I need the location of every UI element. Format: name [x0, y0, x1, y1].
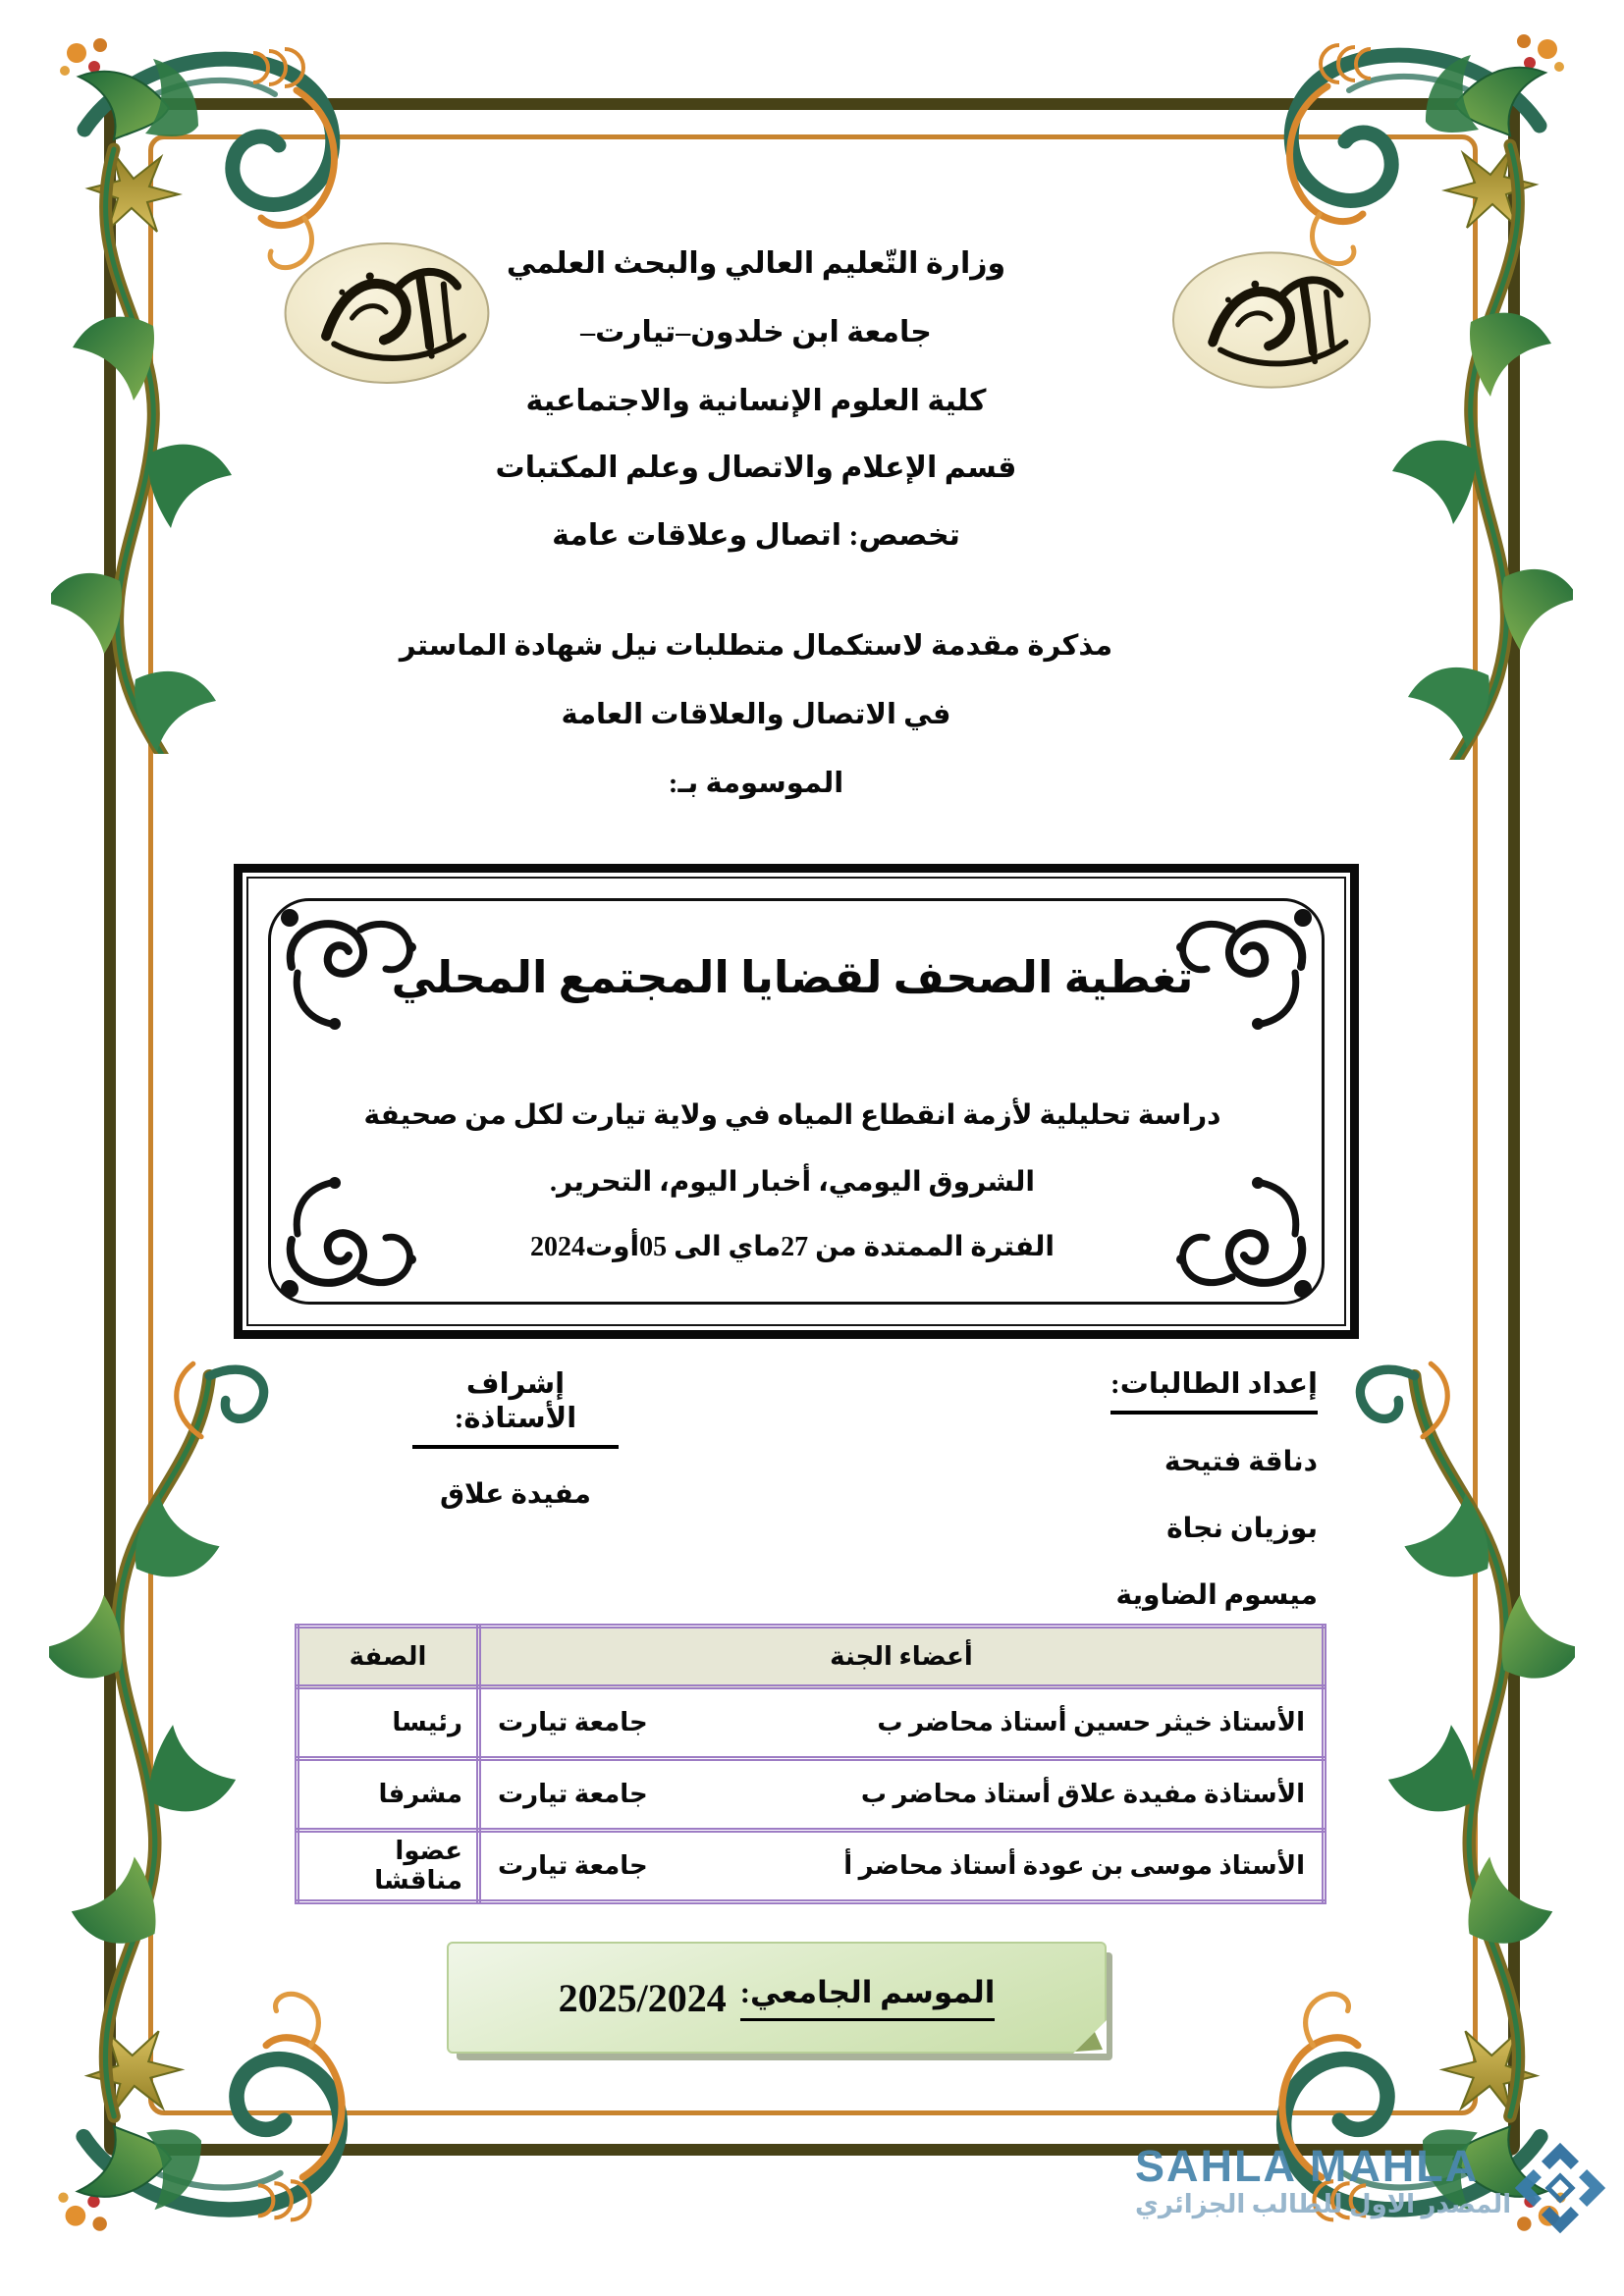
authors-label: إعداد الطالبات:: [1110, 1366, 1318, 1415]
thesis-subtitle-line-1: دراسة تحليلية لأزمة انقطاع المياه في ولاية تيارت لكل من صحيفة: [363, 1100, 1221, 1131]
department-line: قسم الإعلام والاتصال وعلم المكتبات: [495, 452, 1017, 484]
sahla-mahla-watermark: [1135, 2141, 1607, 2242]
committee-role-header: الصفة: [298, 1627, 479, 1687]
member-name: الأستاذ موسى بن عودة أستاذ محاضر أ: [843, 1851, 1305, 1880]
author-name: بوزيان نجاة: [1166, 1514, 1318, 1544]
memo-line-2: في الاتصال والعلاقات العامة: [561, 699, 951, 730]
title-box: [234, 864, 1359, 1339]
academic-year-label: الموسم الجامعي:: [740, 1975, 996, 2021]
memo-line-1: مذكرة مقدمة لاستكمال متطلبات نيل شهادة الماستر: [399, 630, 1113, 662]
university-line: جامعة ابن خلدون–تيارت–: [580, 316, 932, 348]
scroll-flourish-icon: [276, 1177, 423, 1305]
study-period: الفترة الممتدة من 27ماي الى 05أوت2024: [529, 1232, 1056, 1262]
supervisor-label: إشراف الأستاذة:: [412, 1366, 619, 1449]
member-university: جامعة تيارت: [498, 1851, 648, 1880]
sahla-mahla-logo-icon: [1513, 2136, 1607, 2242]
scroll-flourish-icon: [1169, 1177, 1317, 1305]
author-name: ميسوم الضاوية: [1115, 1580, 1318, 1611]
author-name: دناقة فتيحة: [1164, 1447, 1318, 1477]
supervisor-name: مفيدة علاق: [439, 1479, 592, 1510]
member-university: جامعة تيارت: [498, 1780, 648, 1808]
scroll-flourish-icon: [276, 902, 423, 1030]
member-university: جامعة تيارت: [498, 1708, 648, 1736]
thesis-subtitle-line-2: الشروق اليومي، أخبار اليوم، التحرير.: [549, 1167, 1036, 1198]
table-row: [298, 1687, 1325, 1759]
table-row: [298, 1759, 1325, 1831]
authors-block: [1110, 1366, 1318, 1615]
watermark-brand: SAHLA MAHLA: [1135, 2141, 1480, 2191]
member-role: مشرفا: [298, 1759, 479, 1831]
ministry-line: وزارة التّعليم العالي والبحث العلمي: [506, 247, 1006, 280]
member-role: رئيسا: [298, 1687, 479, 1759]
table-header-row: [298, 1627, 1325, 1687]
academic-year-value: 2025/2024: [558, 1975, 727, 2020]
thesis-title: تغطية الصحف لقضايا المجتمع المحلي: [391, 953, 1194, 1002]
watermark-text-block: [1135, 2141, 1512, 2219]
committee-table: [295, 1624, 1326, 1904]
faculty-line: كلية العلوم الإنسانية والاجتماعية: [525, 385, 987, 417]
watermark-tagline: المصدر الاول للطالب الجزائري: [1135, 2190, 1512, 2218]
folded-corner-icon: [1073, 2020, 1107, 2054]
memo-label: الموسومة بـ:: [668, 768, 844, 799]
committee-members-header: أعضاء الجنة: [479, 1627, 1325, 1687]
member-name: الأستاذ خيثر حسين أستاذ محاضر ب: [877, 1708, 1305, 1736]
scroll-flourish-icon: [1169, 902, 1317, 1030]
academic-year-box: [447, 1942, 1107, 2054]
specialty-line: تخصص: اتصال وعلاقات عامة: [552, 519, 960, 552]
supervisor-block: [412, 1366, 619, 1511]
table-row: [298, 1831, 1325, 1902]
member-role: عضوا مناقشا: [298, 1831, 479, 1902]
member-name: الأستاذة مفيدة علاق أستاذ محاضر ب: [860, 1780, 1305, 1808]
